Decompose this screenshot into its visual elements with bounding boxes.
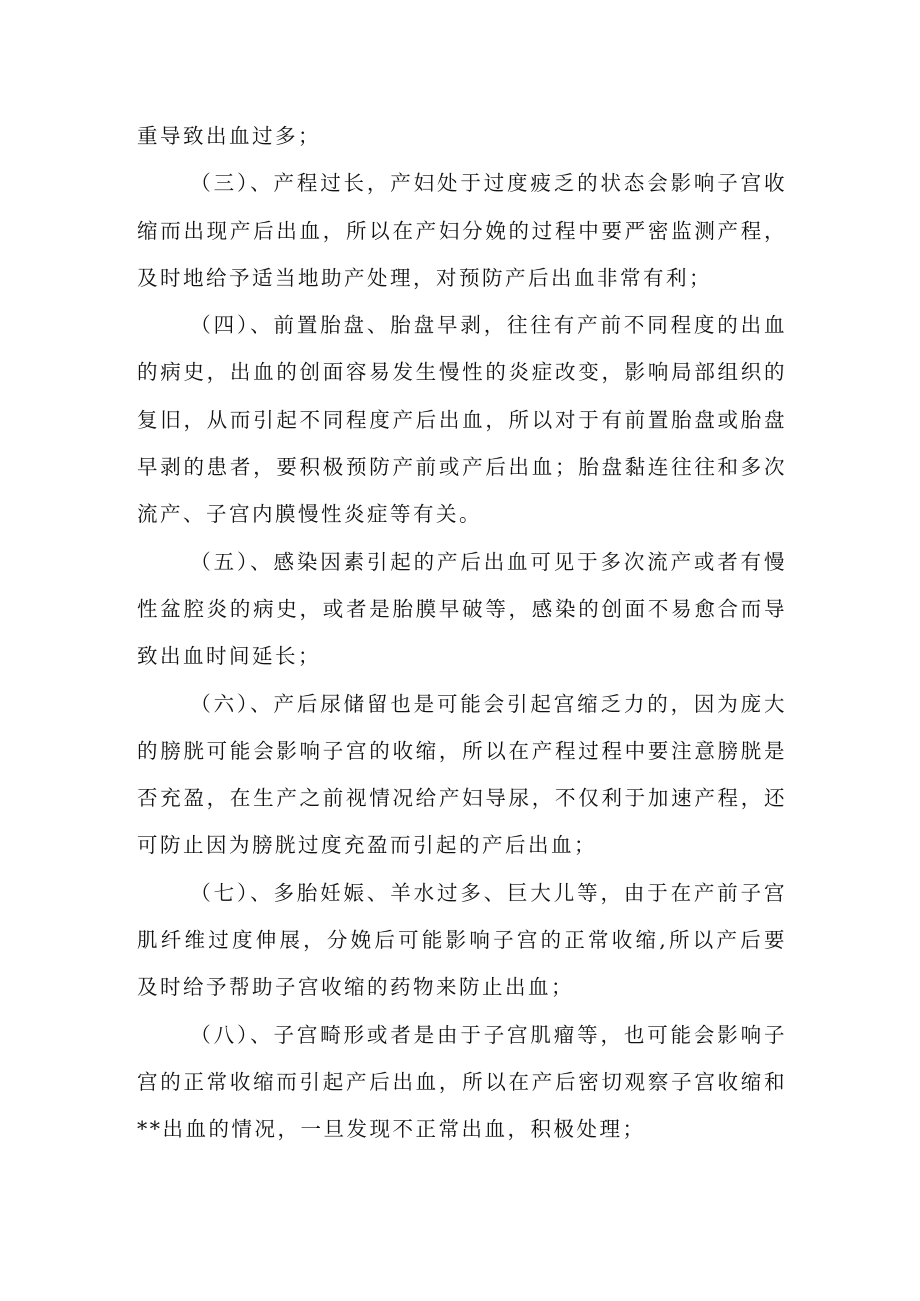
paragraph-item-7: （七）、多胎妊娠、羊水过多、巨大儿等，由于在产前子宫肌纤维过度伸展，分娩后可能影响子宫的正常收缩,所以产后要及时给予帮助子宫收缩的药物来防止出血；: [137, 880, 787, 1000]
paragraph-item-4: （四）、前置胎盘、胎盘早剥，往往有产前不同程度的出血的病史，出血的创面容易发生慢性的炎症改变，影响局部组织的复旧，从而引起不同程度产后出血，所以对于有前置胎盘或胎盘早剥的患者，要积极预防产前或产后出血；胎盘黏连往往和多次流产、子宫内膜慢性炎症等有关。: [137, 313, 787, 527]
paragraph-item-8: （八）、子宫畸形或者是由于子宫肌瘤等，也可能会影响子宫的正常收缩而引起产后出血，所以在产后密切观察子宫收缩和**出血的情况，一旦发现不正常出血，积极处理；: [137, 1022, 787, 1142]
paragraph-item-6: （六）、产后尿储留也是可能会引起宫缩乏力的，因为庞大的膀胱可能会影响子宫的收缩，所以在产程过程中要注意膀胱是否充盈，在生产之前视情况给产妇导尿，不仅利于加速产程，还可防止因为膀胱过度充盈而引起的产后出血；: [137, 691, 787, 858]
paragraph-item-5: （五）、感染因素引起的产后出血可见于多次流产或者有慢性盆腔炎的病史，或者是胎膜早破等，感染的创面不易愈合而导致出血时间延长；: [137, 549, 787, 669]
paragraph-item-3: （三）、产程过长，产妇处于过度疲乏的状态会影响子宫收缩而出现产后出血，所以在产妇分娩的过程中要严密监测产程，及时地给予适当地助产处理，对预防产后出血非常有利；: [137, 171, 787, 290]
paragraph-continuation: 重导致出血过多；: [137, 124, 321, 148]
document-body: [137, 113, 787, 1154]
